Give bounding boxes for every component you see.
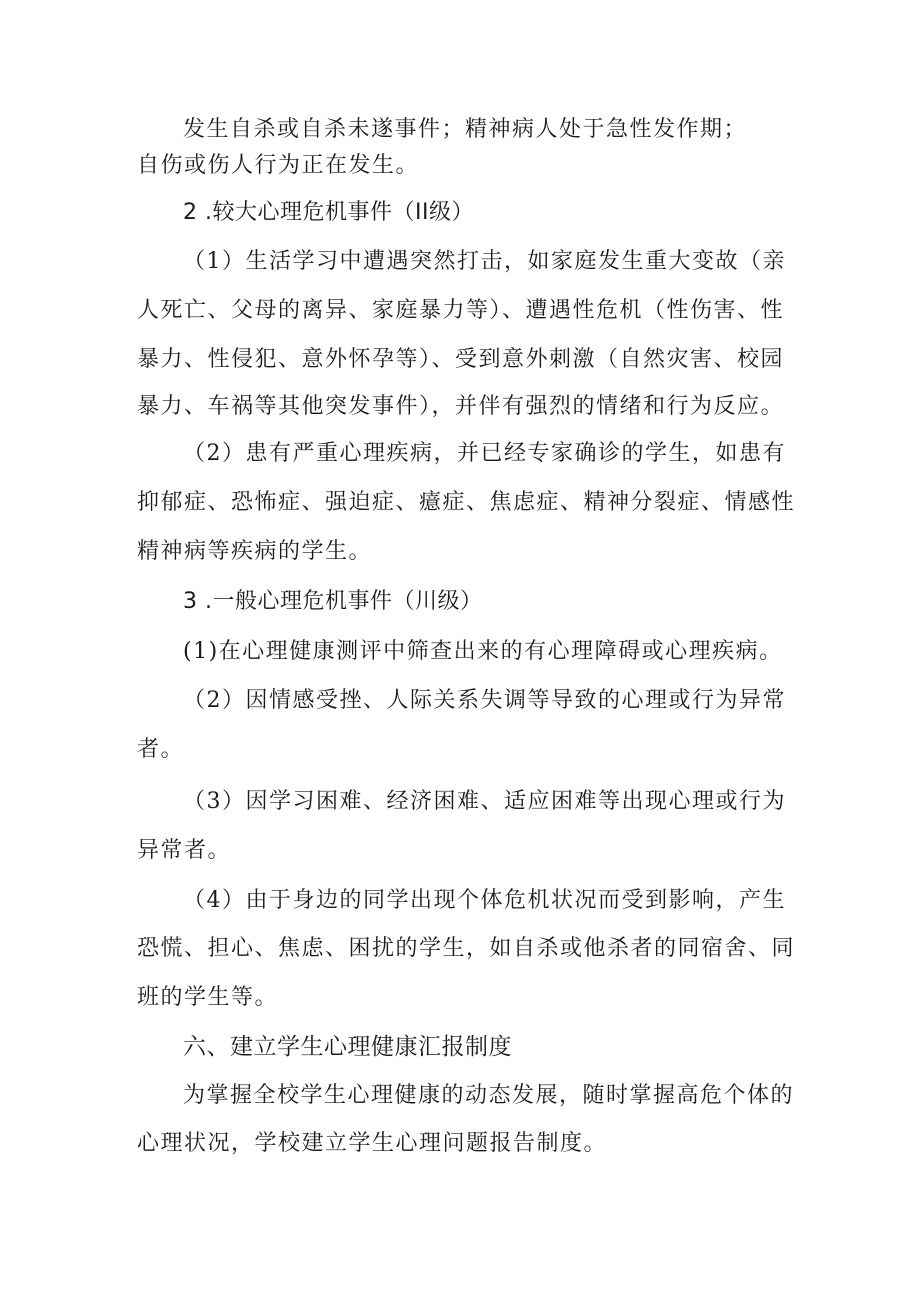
- section-heading-level-3: 3 .一般心理危机事件（川级）: [183, 589, 483, 614]
- paragraph-line: 恐慌、担心、焦虑、困扰的学生，如自杀或他杀者的同宿舍、同: [137, 936, 796, 961]
- paragraph-line: 暴力、性侵犯、意外怀孕等）、受到意外刺激（自然灾害、校园: [137, 347, 785, 372]
- paragraph-line: 班的学生等。: [137, 985, 279, 1010]
- paragraph-line: （2）患有严重心理疾病，并已经专家确诊的学生，如患有: [183, 441, 786, 466]
- paragraph-line: 抑郁症、恐怖症、强迫症、癔症、焦虑症、精神分裂症、情感性: [137, 490, 796, 515]
- paragraph-line: 暴力、车祸等其他突发事件），并伴有强烈的情绪和行为反应。: [137, 394, 785, 419]
- paragraph-line: 者。: [137, 737, 185, 762]
- paragraph-line: 精神病等疾病的学生。: [137, 539, 373, 564]
- paragraph-line: （1）生活学习中遭遇突然打击，如家庭发生重大变故（亲: [183, 249, 786, 274]
- paragraph-line: 发生自杀或自杀未遂事件；精神病人处于急性发作期；: [183, 117, 748, 142]
- paragraph-line: （3）因学习困难、经济困难、适应困难等出现心理或行为: [183, 789, 786, 814]
- paragraph-line: （4）由于身边的同学出现个体危机状况而受到影响，产生: [183, 888, 786, 913]
- paragraph-line: (1)在心理健康测评中筛查出来的有心理障碍或心理疾病。: [183, 639, 783, 664]
- section-heading-six: 六、建立学生心理健康汇报制度: [183, 1034, 512, 1060]
- section-heading-level-2: 2 .较大心理危机事件（II级）: [183, 200, 474, 225]
- paragraph-line: （2）因情感受挫、人际关系失调等导致的心理或行为异常: [183, 688, 786, 713]
- paragraph-line: 心理状况，学校建立学生心理问题报告制度。: [137, 1131, 608, 1156]
- paragraph-line: 人死亡、父母的离异、家庭暴力等）、遭遇性危机（性伤害、性: [137, 298, 785, 323]
- paragraph-line: 异常者。: [137, 838, 232, 863]
- paragraph-line: 为掌握全校学生心理健康的动态发展，随时掌握高危个体的: [183, 1083, 795, 1108]
- paragraph-line: 自伤或伤人行为正在发生。: [137, 153, 420, 178]
